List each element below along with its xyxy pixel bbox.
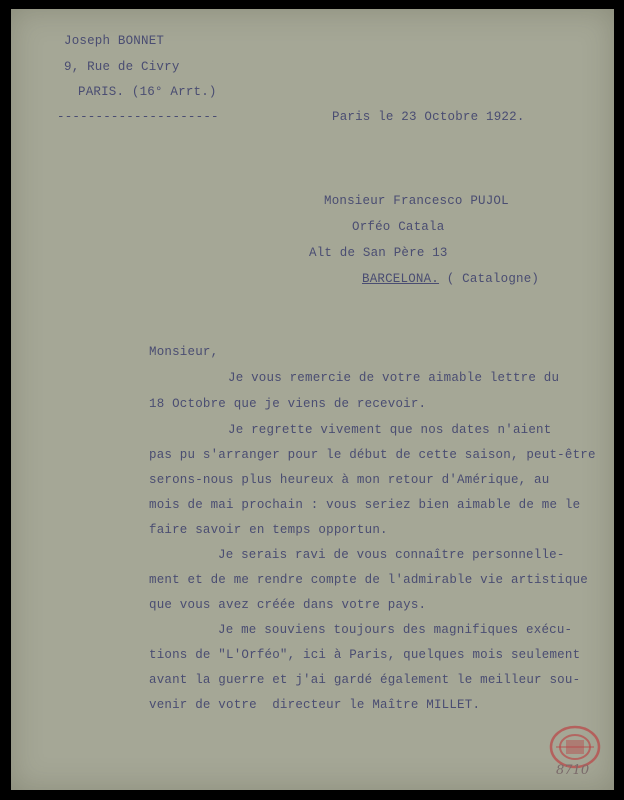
body-line: Je serais ravi de vous connaître personnelle-: [218, 548, 565, 562]
archive-number: 8710: [556, 763, 590, 778]
body-line: mois de mai prochain : vous seriez bien aimable de me le: [149, 498, 581, 512]
salutation: Monsieur,: [149, 345, 219, 359]
recipient-city: BARCELONA.: [362, 272, 440, 286]
body-line: pas pu s'arranger pour le début de cette saison, peut-être: [149, 448, 596, 462]
recipient-line-3: Alt de San Père 13: [309, 246, 448, 260]
recipient-city-line: [362, 272, 539, 286]
body-line: 18 Octobre que je viens de recevoir.: [149, 397, 427, 411]
sender-rule: ---------------------: [57, 110, 219, 124]
recipient-region: ( Catalogne): [446, 272, 540, 286]
letter-date: Paris le 23 Octobre 1922.: [332, 110, 525, 124]
sender-city: PARIS. (16° Arrt.): [78, 85, 217, 99]
body-line: venir de votre directeur le Maître MILLET.: [149, 698, 481, 712]
body-line: Je me souviens toujours des magnifiques exécu-: [218, 623, 573, 637]
sender-name: Joseph BONNET: [64, 34, 165, 48]
body-line: Je vous remercie de votre aimable lettre du: [228, 371, 560, 385]
body-line: Je regrette vivement que nos dates n'aient: [228, 423, 552, 437]
body-line: faire savoir en temps opportun.: [149, 523, 388, 537]
body-line: serons-nous plus heureux à mon retour d'Amérique, au: [149, 473, 550, 487]
body-line: avant la guerre et j'ai gardé également le meilleur sou-: [149, 673, 581, 687]
recipient-line-2: Orféo Catala: [352, 220, 445, 234]
body-line: ment et de me rendre compte de l'admirable vie artistique: [149, 573, 588, 587]
sender-address: 9, Rue de Civry: [64, 60, 180, 74]
body-line: que vous avez créée dans votre pays.: [149, 598, 427, 612]
recipient-line-1: Monsieur Francesco PUJOL: [324, 194, 509, 208]
body-line: tions de "L'Orféo", ici à Paris, quelques mois seulement: [149, 648, 581, 662]
